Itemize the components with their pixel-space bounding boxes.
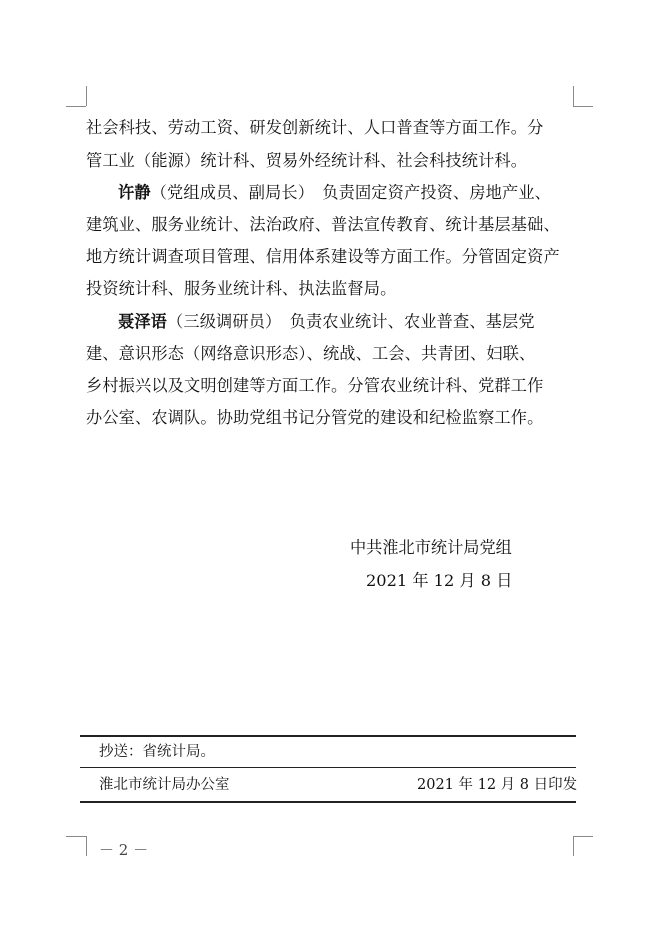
person-name: 许静 <box>118 183 151 202</box>
signature-org: 中共淮北市统计局党组 <box>350 538 512 557</box>
body-line-9: 乡村振兴以及文明创建等方面工作。分管农业统计科、党群工作 <box>86 376 544 395</box>
body-line-8: 建、意识形态（网络意识形态）、统战、工会、共青团、妇联、 <box>86 344 536 363</box>
body-paragraph-nie-zeyu <box>118 312 618 332</box>
footer-rule-bottom <box>80 801 576 803</box>
body-line-1: 社会科技、劳动工资、研发创新统计、人口普查等方面工作。分 <box>86 118 544 137</box>
footer-rule-middle <box>80 767 576 768</box>
body-line-2: 管工业（能源）统计科、贸易外经统计科、社会科技统计科。 <box>86 151 528 170</box>
body-line-10: 办公室、农调队。协助党组书记分管党的建设和纪检监察工作。 <box>86 408 544 427</box>
body-paragraph-xu-jing <box>118 183 618 203</box>
issuer: 淮北市统计局办公室 <box>99 777 230 793</box>
body-line-5: 地方统计调查项目管理、信用体系建设等方面工作。分管固定资产 <box>86 247 560 266</box>
cc-line: 抄送：省统计局。 <box>99 744 215 760</box>
footer-rule-top <box>80 735 576 737</box>
body-line-6: 投资统计科、服务业统计科、执法监督局。 <box>86 279 397 298</box>
person-name: 聂泽语 <box>118 312 168 331</box>
person-role: （党组成员、副局长） 负责固定资产投资、房地产业、 <box>150 183 552 202</box>
body-line-4: 建筑业、服务业统计、法治政府、普法宣传教育、统计基层基础、 <box>86 215 560 234</box>
person-role: （三级调研员） 负责农业统计、农业普查、基层党 <box>167 312 535 331</box>
signature-date: 2021 年 12 月 8 日 <box>366 571 513 590</box>
page-number: － 2 － <box>99 841 149 859</box>
issue-date: 2021 年 12 月 8 日印发 <box>417 777 578 793</box>
